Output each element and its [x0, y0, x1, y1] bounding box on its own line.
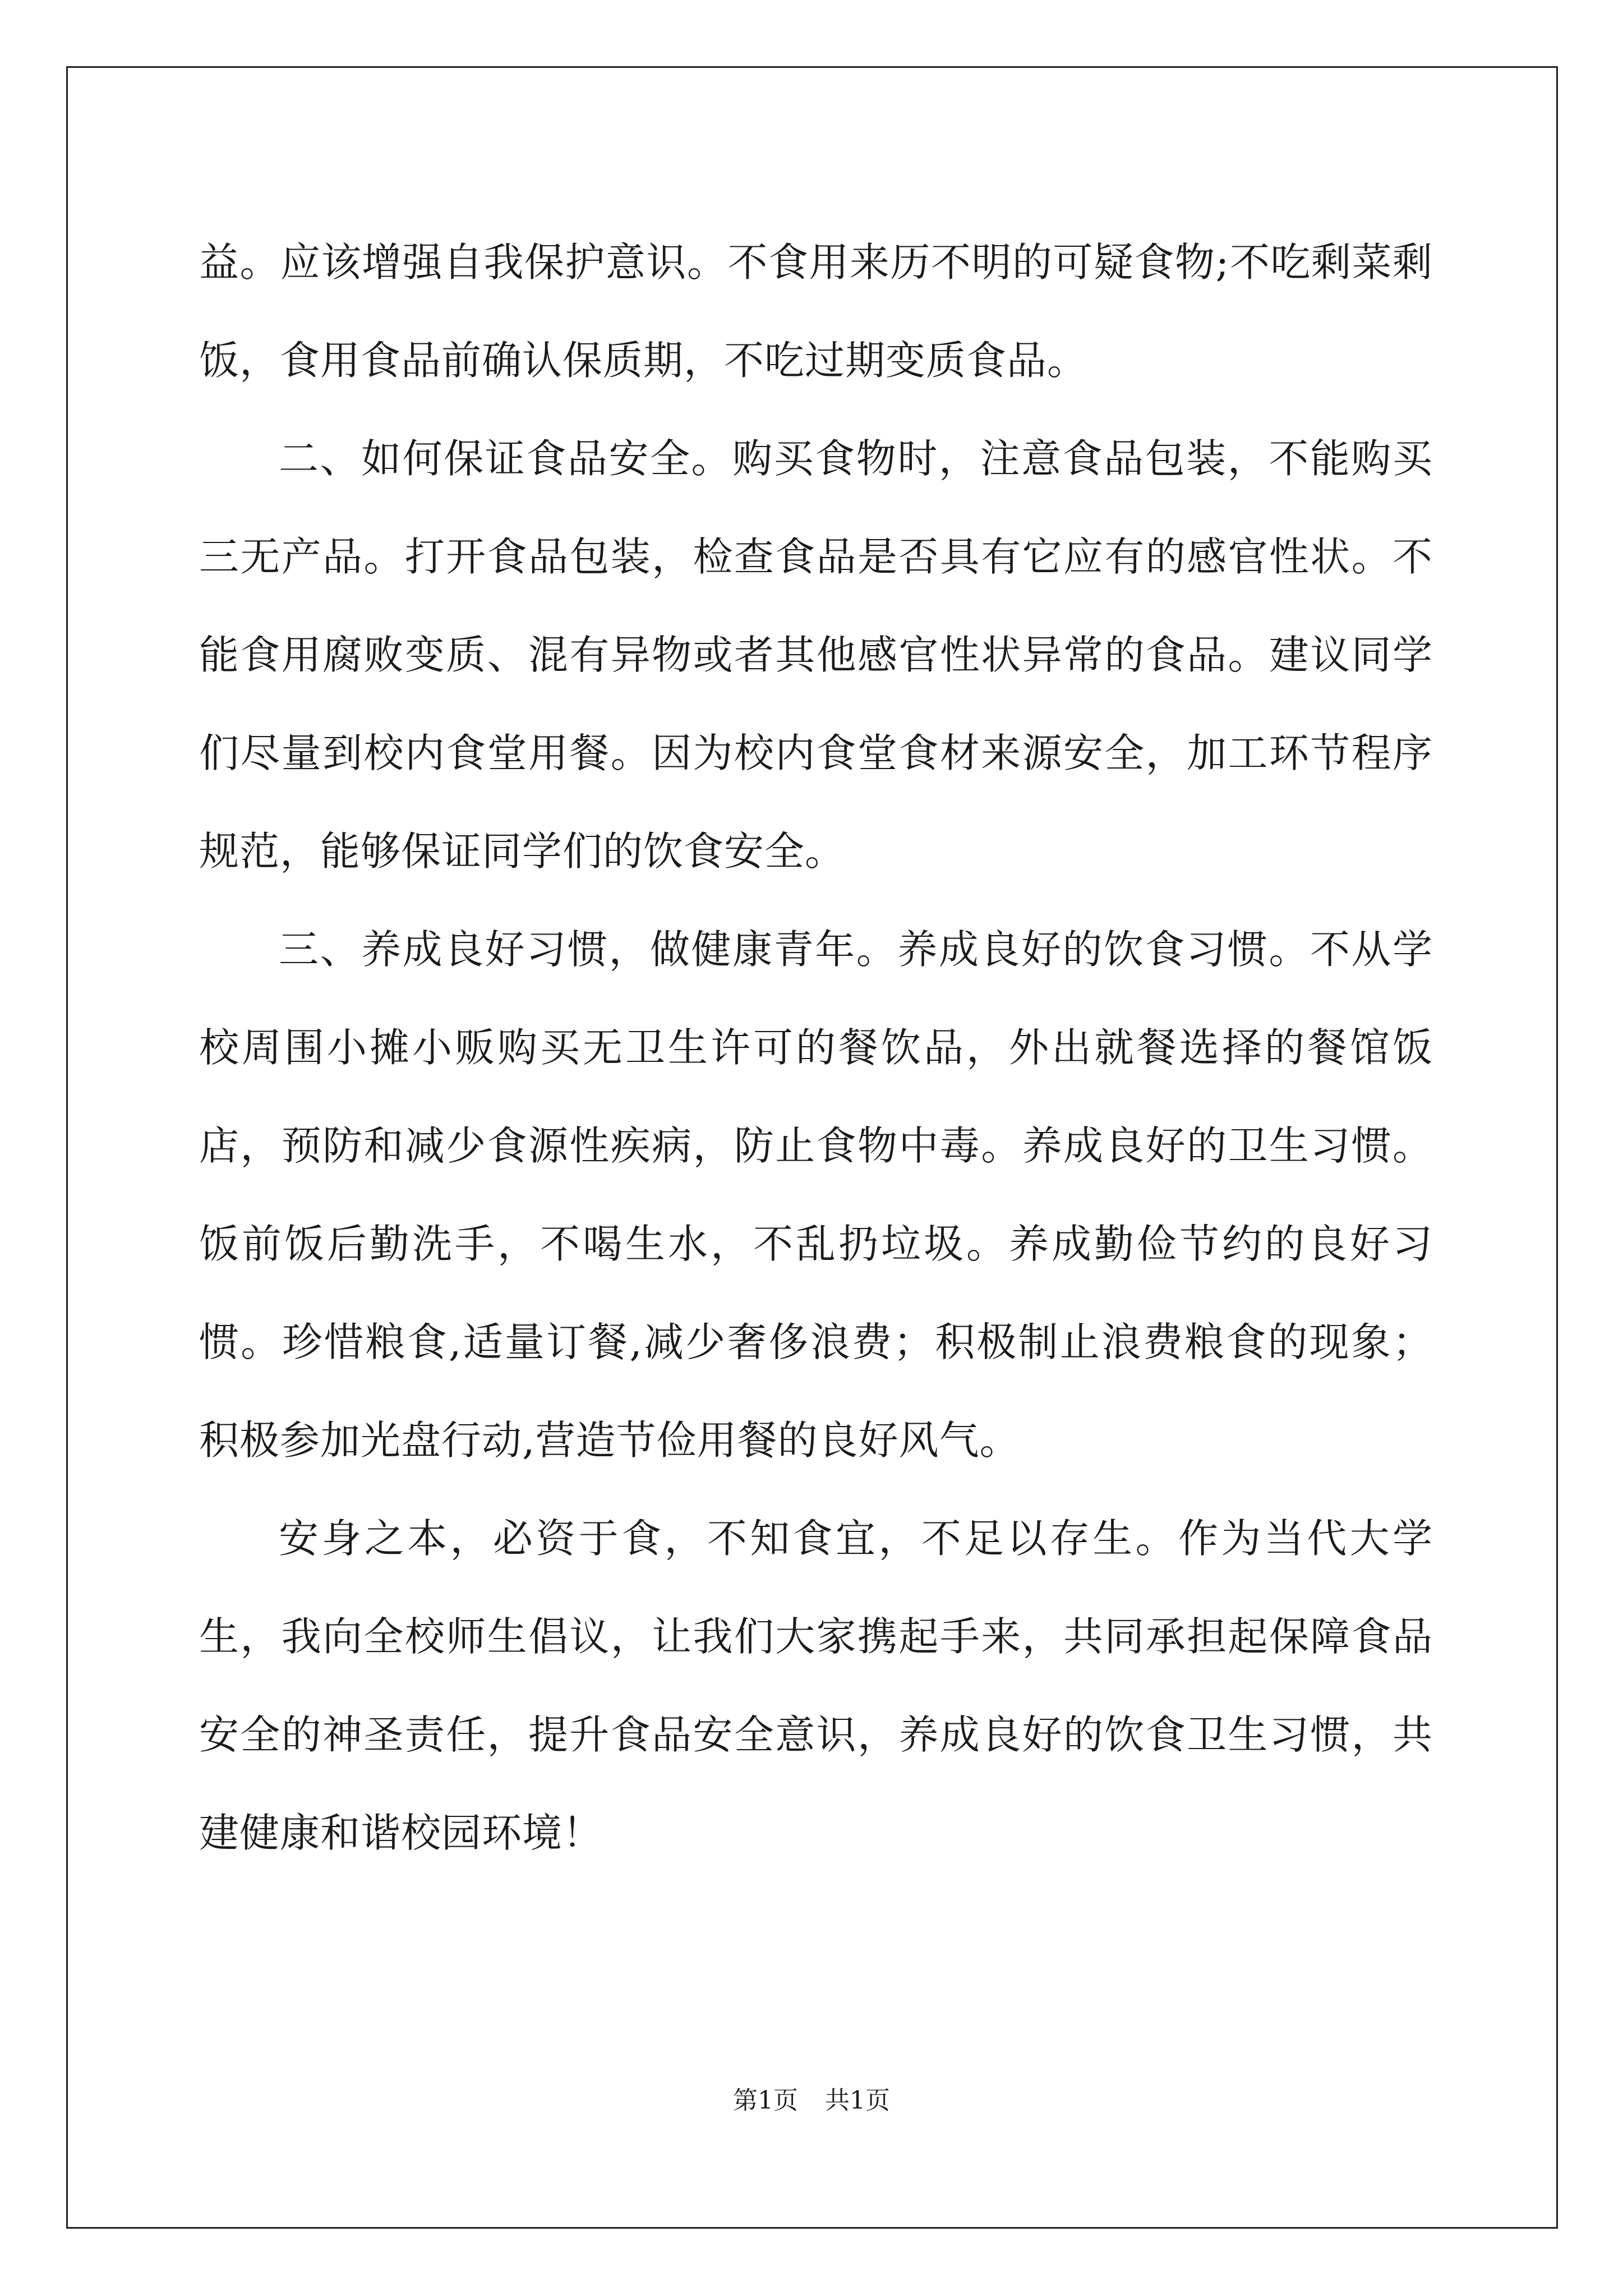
paragraph-continuation: 益。应该增强自我保护意识。不食用来历不明的可疑食物;不吃剩菜剩饭，食用食品前确认保质期，不吃过期变质食品。 — [199, 239, 1433, 384]
page-number: 第1页 — [733, 2086, 798, 2115]
document-body — [199, 213, 1433, 1882]
total-pages: 共1页 — [825, 2086, 890, 2115]
paragraph-conclusion: 安身之本，必资于食，不知食宜，不足以存生。作为当代大学生，我向全校师生倡议，让我们大家携起手来，共同承担起保障食品安全的神圣责任，提升食品安全意识，养成良好的饮食卫生习惯，共建健康和谐校园环境！ — [199, 1515, 1433, 1856]
paragraph-good-habits: 三、养成良好习惯，做健康青年。养成良好的饮食习惯。不从学校周围小摊小贩购买无卫生许可的餐饮品，外出就餐选择的餐馆饭店，预防和减少食源性疾病，防止食物中毒。养成良好的卫生习惯。饭前饭后勤洗手，不喝生水，不乱扔垃圾。养成勤俭节约的良好习惯。珍惜粮食,适量订餐,减少奢侈浪费；积极制止浪费粮食的现象；积极参加光盘行动,营造节俭用餐的良好风气。 — [199, 926, 1433, 1464]
page-footer — [0, 2084, 1623, 2118]
paragraph-food-safety: 二、如何保证食品安全。购买食物时，注意食品包装，不能购买三无产品。打开食品包装，检查食品是否具有它应有的感官性状。不能食用腐败变质、混有异物或者其他感官性状异常的食品。建议同学们尽量到校内食堂用餐。因为校内食堂食材来源安全，加工环节程序规范，能够保证同学们的饮食安全。 — [199, 435, 1433, 875]
